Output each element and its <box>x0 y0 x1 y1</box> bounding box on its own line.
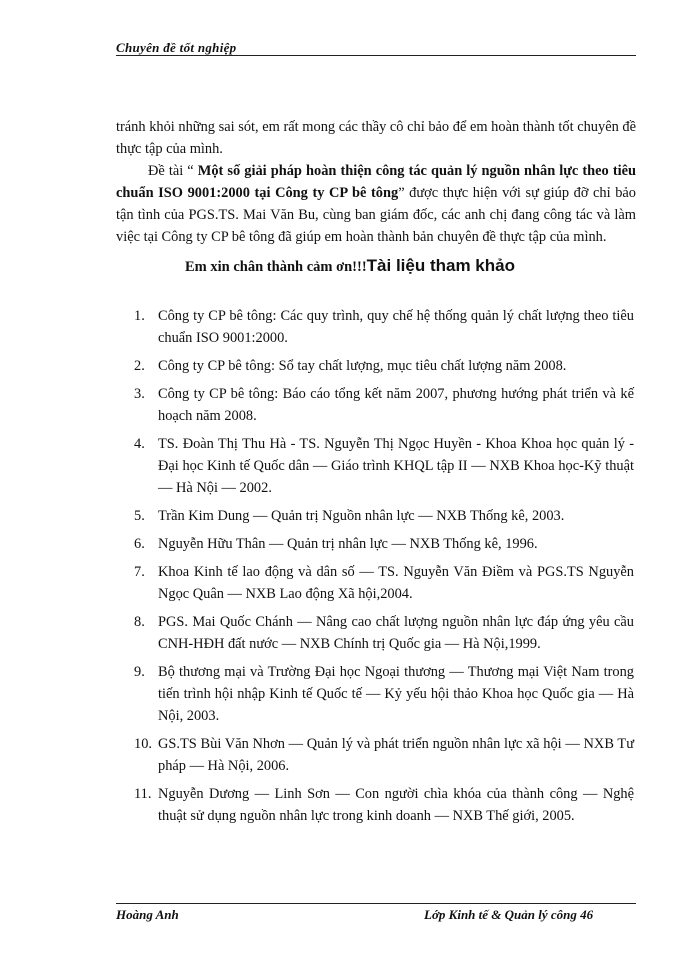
reference-text: Bộ thương mại và Trường Đại học Ngoại thương — Thương mại Việt Nam trong tiến trình hội nhập Kinh tế Quốc tế — Kỷ yếu hội thảo Khoa học Quốc gia — Hà Nội, 2003. <box>158 664 634 724</box>
intro-paragraph-2-prefix: Đề tài “ <box>148 163 198 179</box>
reference-number: 4. <box>134 436 145 452</box>
footer-author: Hoàng Anh <box>116 907 179 922</box>
reference-text: Công ty CP bê tông: Sổ tay chất lượng, mục tiêu chất lượng năm 2008. <box>158 358 567 374</box>
page-header-title: Chuyên đề tốt nghiệp <box>116 40 237 55</box>
reference-number: 10. <box>134 736 152 752</box>
reference-item <box>134 611 634 655</box>
reference-number: 3. <box>134 386 145 402</box>
reference-item <box>134 733 634 777</box>
reference-item <box>134 533 634 555</box>
intro-text-block <box>116 116 636 248</box>
reference-text: Nguyễn Hữu Thân — Quản trị nhân lực — NXB Thống kê, 1996. <box>158 536 538 552</box>
reference-number: 6. <box>134 536 145 552</box>
reference-text: Nguyễn Dương — Linh Sơn — Con người chìa khóa của thành công — Nghệ thuật sử dụng nguồn nhân lực trong kinh doanh — NXB Thế giới, 2005. <box>158 786 634 824</box>
intro-paragraph-2-rest: ” được thực hiện với sự giúp đỡ chỉ bảo tận tình của PGS.TS. Mai Văn Bu, cùng ban giám đốc, các anh chị đang công tác và làm việc tại Công ty CP bê tông đã giúp em hoàn thành bản chuyên đề thực tập của mình. <box>116 185 636 245</box>
thanks-text: Em xin chân thành cảm ơn!!! <box>185 259 367 275</box>
reference-number: 7. <box>134 564 145 580</box>
reference-number: 2. <box>134 358 145 374</box>
footer-rule <box>116 903 636 904</box>
reference-text: GS.TS Bùi Văn Nhơn — Quản lý và phát triển nguồn nhân lực xã hội — NXB Tư pháp — Hà Nội, 2006. <box>158 736 634 774</box>
reference-item <box>134 783 634 827</box>
reference-item <box>134 383 634 427</box>
reference-item <box>134 505 634 527</box>
intro-paragraph-1: tránh khỏi những sai sót, em rất mong các thầy cô chỉ bảo để em hoàn thành tốt chuyên đề thực tập của mình. <box>116 119 636 157</box>
reference-number: 9. <box>134 664 145 680</box>
reference-text: Khoa Kinh tế lao động và dân số — TS. Nguyễn Văn Điềm và PGS.TS Nguyễn Ngọc Quân — NXB Lao động Xã hội,2004. <box>158 564 634 602</box>
reference-text: TS. Đoàn Thị Thu Hà - TS. Nguyễn Thị Ngọc Huyền - Khoa Khoa học quản lý - Đại học Kinh tế Quốc dân — Giáo trình KHQL tập II — NXB Khoa học-Kỹ thuật — Hà Nội — 2002. <box>158 436 634 496</box>
reference-number: 5. <box>134 508 145 524</box>
reference-item <box>134 305 634 349</box>
reference-number: 8. <box>134 614 145 630</box>
reference-item <box>134 433 634 499</box>
reference-text: Công ty CP bê tông: Các quy trình, quy chế hệ thống quản lý chất lượng theo tiêu chuẩn ISO 9001:2000. <box>158 308 634 346</box>
header-rule <box>116 55 636 56</box>
footer-class: Lớp Kinh tế & Quản lý công 46 <box>424 907 594 922</box>
reference-number: 11. <box>134 786 152 802</box>
thanks-and-references-heading <box>0 256 700 276</box>
reference-text: Trần Kim Dung — Quản trị Nguồn nhân lực — NXB Thống kê, 2003. <box>158 508 565 524</box>
references-title: Tài liệu tham khảo <box>366 256 515 275</box>
intro-paragraph-2 <box>116 160 636 248</box>
thesis-topic-title: Một số giải pháp hoàn thiện công tác quản lý nguồn nhân lực theo tiêu chuẩn ISO 9001:2000 tại Công ty CP bê tông <box>116 163 637 201</box>
reference-number: 1. <box>134 308 145 324</box>
reference-text: PGS. Mai Quốc Chánh — Nâng cao chất lượng nguồn nhân lực đáp ứng yêu cầu CNH-HĐH đất nước — NXB Chính trị Quốc gia — Hà Nội,1999. <box>158 614 634 652</box>
reference-text: Công ty CP bê tông: Báo cáo tổng kết năm 2007, phương hướng phát triển và kế hoạch năm 2008. <box>158 386 634 424</box>
reference-item <box>134 355 634 377</box>
reference-item <box>134 661 634 727</box>
references-list <box>134 305 634 833</box>
reference-item <box>134 561 634 605</box>
